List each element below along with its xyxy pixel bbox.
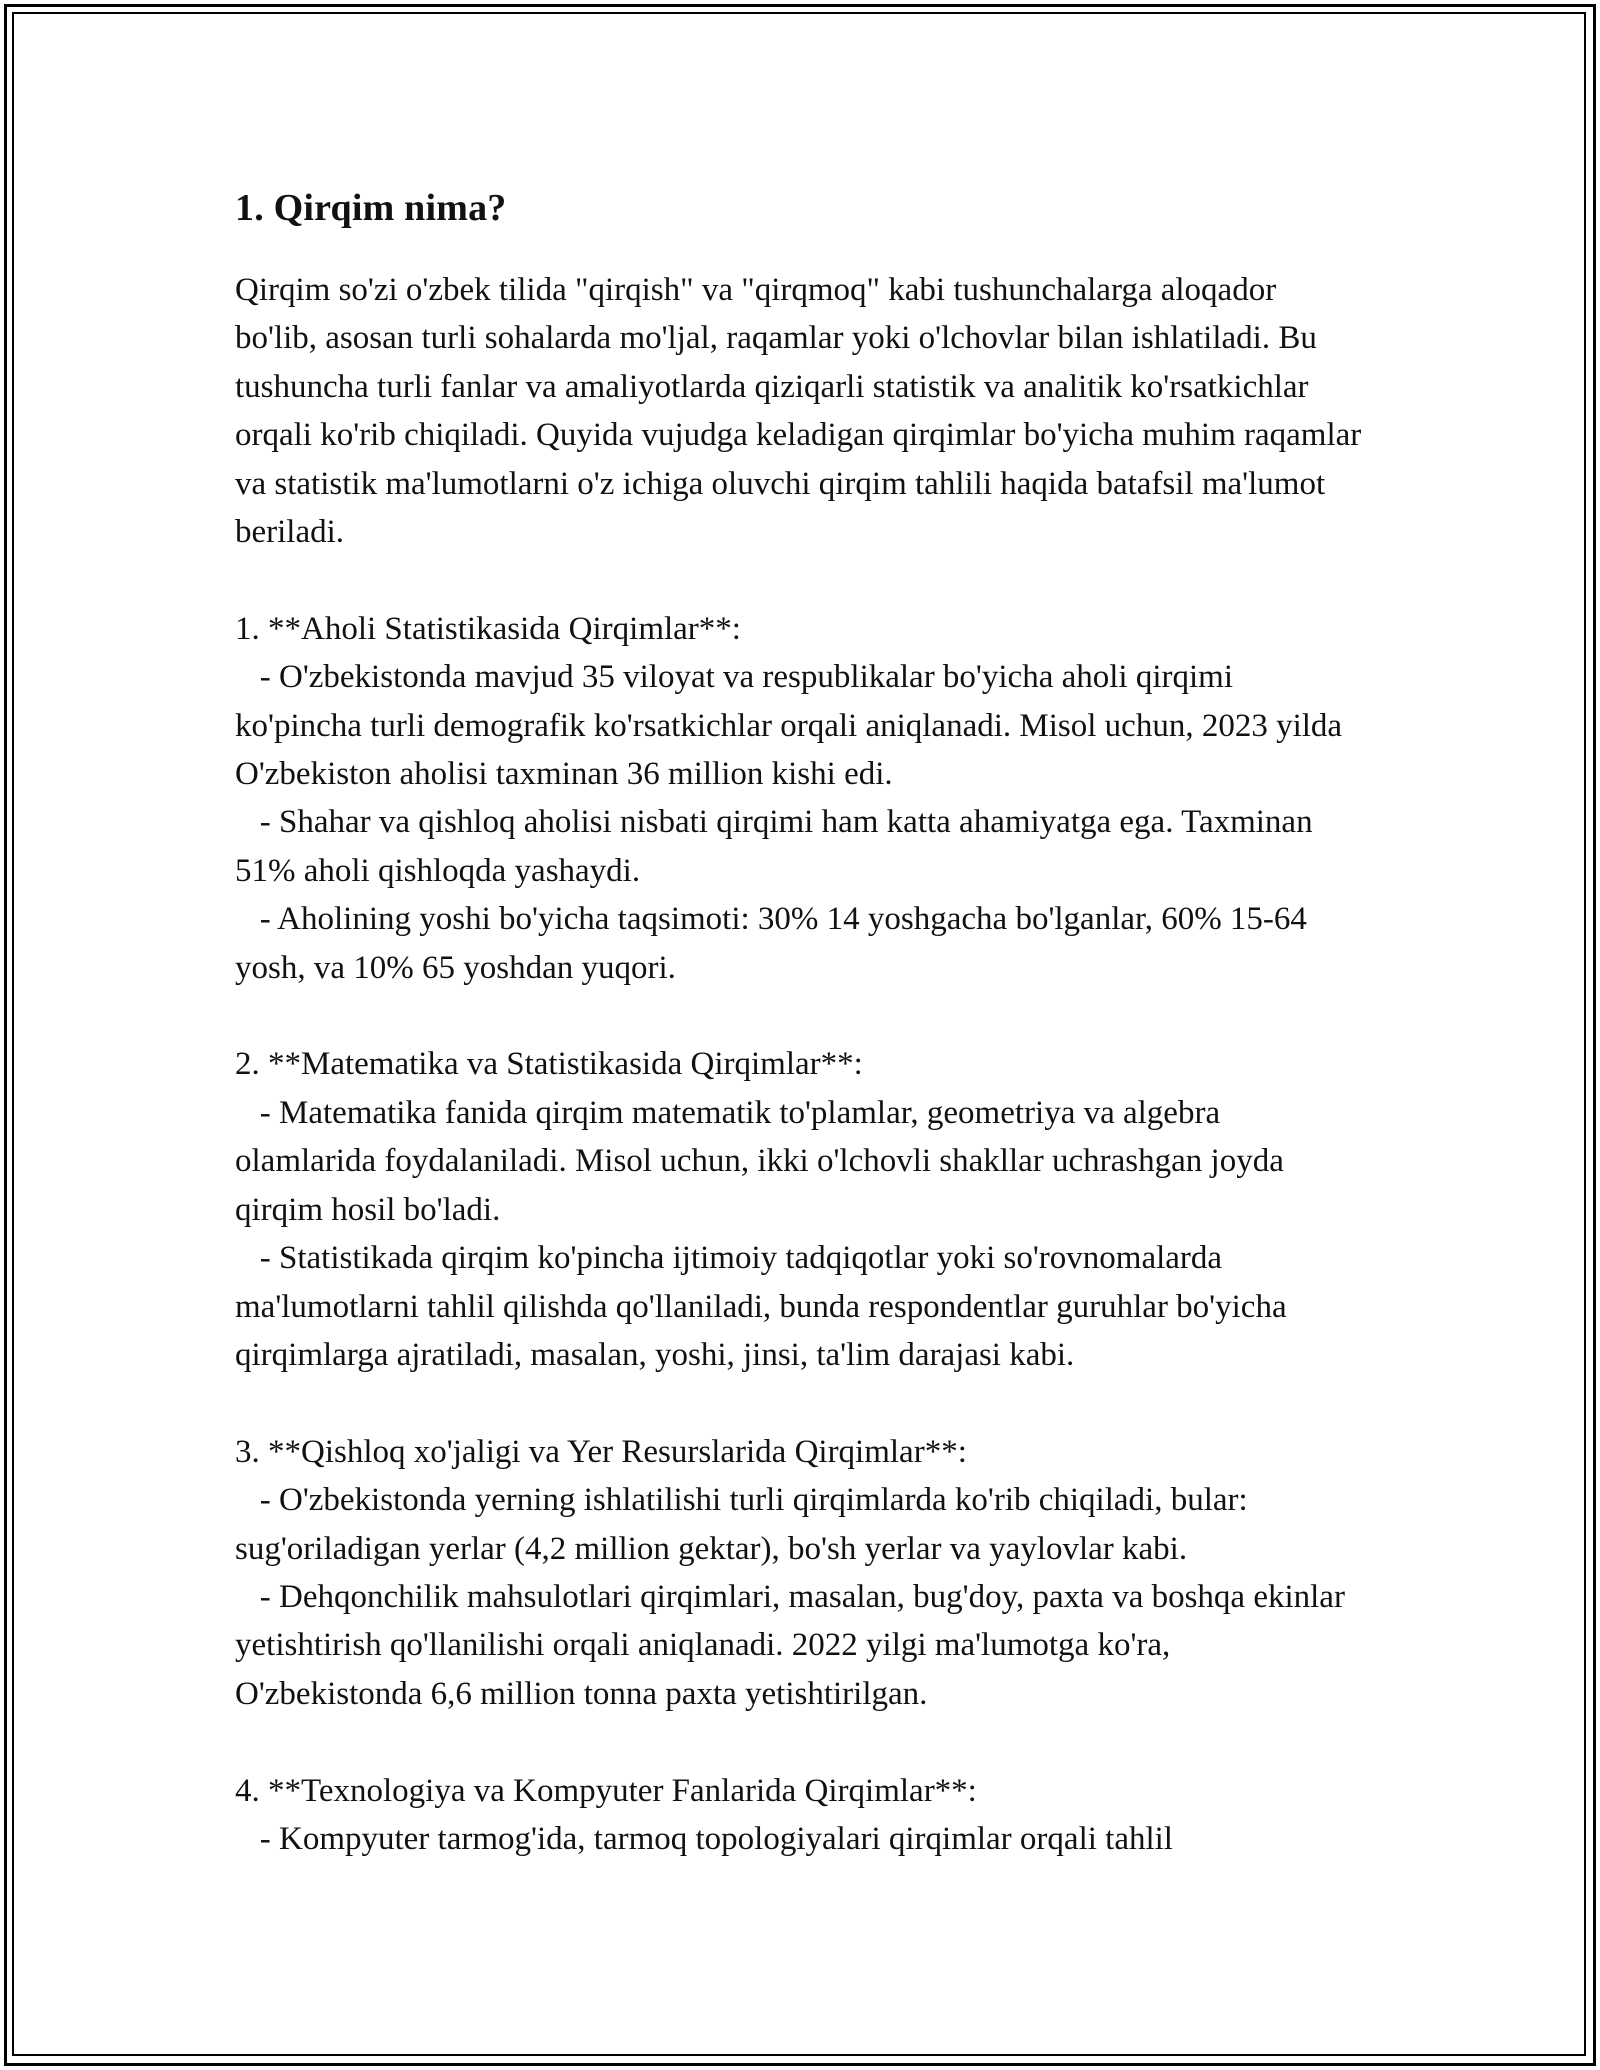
section-heading: 1. **Aholi Statistikasida Qirqimlar**: <box>235 610 741 647</box>
section-item: - Aholining yoshi bo'yicha taqsimoti: 30% 14 yoshgacha bo'lganlar, 60% 15-64 yosh, va 10% 65 yoshdan yuqori. <box>235 901 1316 986</box>
section-1 <box>235 605 1365 992</box>
section-4 <box>235 1767 1365 1864</box>
section-heading: 3. **Qishloq xo'jaligi va Yer Resurslarida Qirqimlar**: <box>235 1433 967 1470</box>
page-title: 1. Qirqim nima? <box>235 187 507 229</box>
intro-paragraph: Qirqim so'zi o'zbek tilida "qirqish" va "qirqmoq" kabi tushunchalarga aloqador bo'lib, asosan turli sohalarda mo'ljal, raqamlar yoki o'lchovlar bilan ishlatiladi. Bu tushuncha turli fanlar va amaliyotlarda qiziqarli statistik va analitik ko'rsatkichlar orqali ko'rib chiqiladi. Quyida vujudga keladigan qirqimlar bo'yicha muhim raqamlar va statistik ma'lumotlarni o'z ichiga oluvchi qirqim tahlili haqida batafsil ma'lumot beriladi. <box>235 272 1370 551</box>
section-item: - O'zbekistonda yerning ishlatilishi turli qirqimlarda ko'rib chiqiladi, bular: sug'oriladigan yerlar (4,2 million gektar), bo'sh yerlar va yaylovlar kabi. <box>235 1482 1256 1567</box>
section-2 <box>235 1040 1365 1379</box>
section-3 <box>235 1428 1365 1718</box>
section-item: - Kompyuter tarmog'ida, tarmoq topologiyalari qirqimlar orqali tahlil <box>235 1820 1173 1857</box>
section-item: - Dehqonchilik mahsulotlari qirqimlari, masalan, bug'doy, paxta va boshqa ekinlar yetishtirish qo'llanilishi orqali aniqlanadi. 2022 yilgi ma'lumotga ko'ra, O'zbekistonda 6,6 million tonna paxta yetishtirilgan. <box>235 1578 1354 1712</box>
section-item: - Shahar va qishloq aholisi nisbati qirqimi ham katta ahamiyatga ega. Taxminan 51% aholi qishloqda yashaydi. <box>235 804 1321 889</box>
document-body <box>235 184 1370 1863</box>
section-heading: 2. **Matematika va Statistikasida Qirqimlar**: <box>235 1046 863 1083</box>
section-item: - O'zbekistonda mavjud 35 viloyat va respublikalar bo'yicha aholi qirqimi ko'pincha turli demografik ko'rsatkichlar orqali aniqlanadi. Misol uchun, 2023 yilda O'zbekiston aholisi taxminan 36 million kishi edi. <box>235 659 1351 793</box>
section-heading: 4. **Texnologiya va Kompyuter Fanlarida Qirqimlar**: <box>235 1772 977 1809</box>
section-item: - Matematika fanida qirqim matematik to'plamlar, geometriya va algebra olamlarida foydalaniladi. Misol uchun, ikki o'lchovli shakllar uchrashgan joyda qirqim hosil bo'ladi. <box>235 1094 1293 1228</box>
spacer <box>235 1379 1365 1427</box>
spacer <box>235 556 1365 604</box>
spacer <box>235 1718 1365 1766</box>
section-item: - Statistikada qirqim ko'pincha ijtimoiy tadqiqotlar yoki so'rovnomalarda ma'lumotlarni tahlil qilishda qo'llaniladi, bunda respondentlar guruhlar bo'yicha qirqimlarga ajratiladi, masalan, yoshi, jinsi, ta'lim darajasi kabi. <box>235 1240 1295 1373</box>
spacer <box>235 992 1365 1040</box>
